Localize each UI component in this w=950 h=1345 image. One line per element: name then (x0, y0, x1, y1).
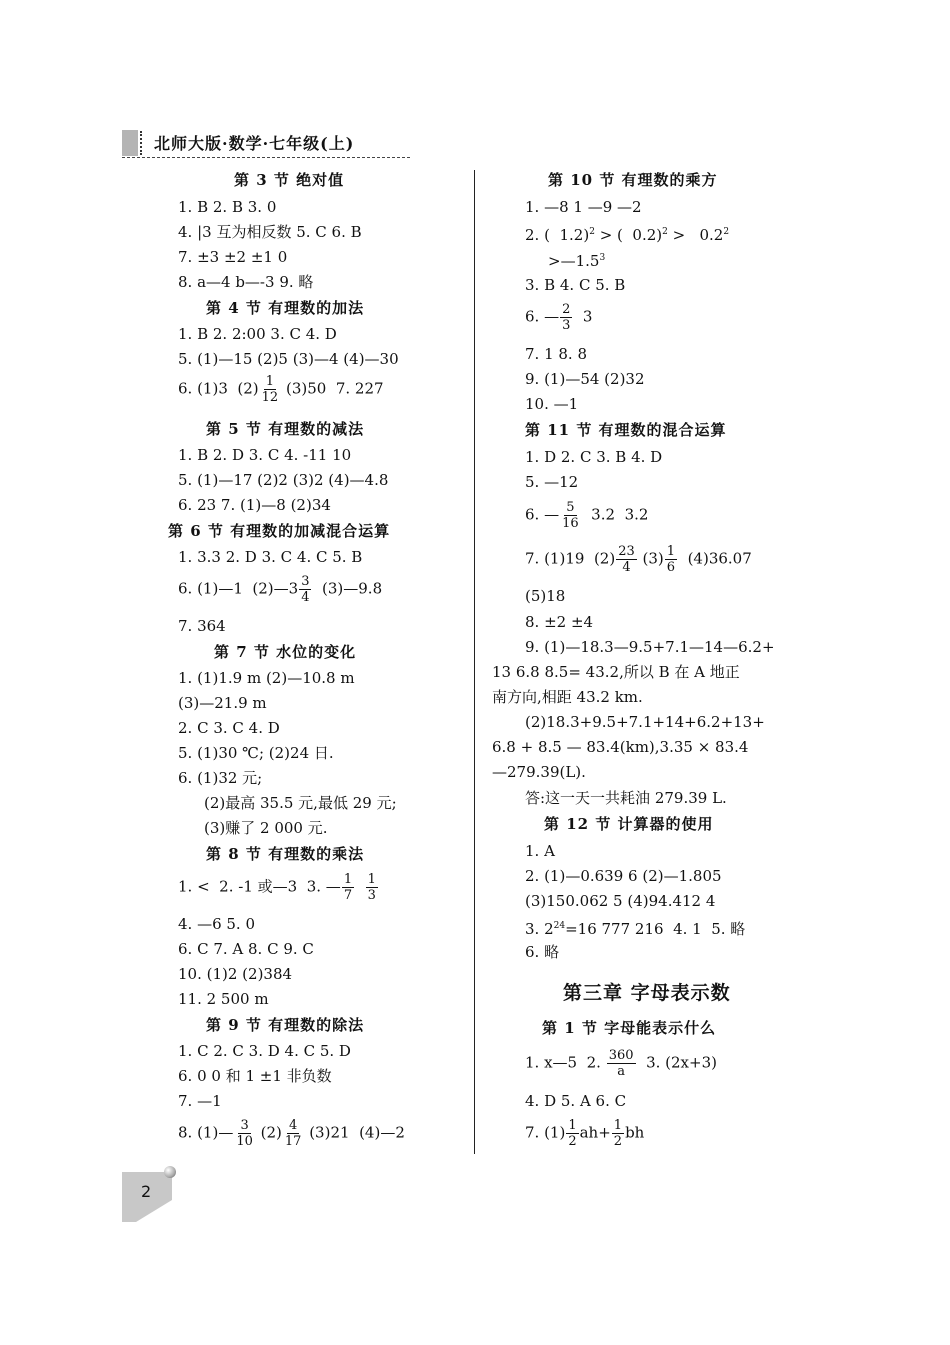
section-heading: 第 11 节 有理数的混合运算 (525, 421, 727, 439)
answer-line: 4. |3 互为相反数 5. C 6. B (178, 223, 362, 241)
section-heading: 第 8 节 有理数的乘法 (206, 845, 365, 863)
answer-line: (3)赚了 2 000 元. (204, 819, 328, 837)
answer-line: 4. D 5. A 6. C (525, 1092, 627, 1110)
answer-line: (5)18 (525, 587, 566, 605)
answer-line: 6. (1)32 元; (178, 769, 263, 787)
answer-line: —279.39(L). (492, 763, 586, 781)
answer-line: 5. (1)30 ℃; (2)24 日. (178, 744, 334, 762)
answer-line: 4. —6 5. 0 (178, 915, 256, 933)
answer-line: 1. B 2. D 3. C 4. -11 10 (178, 446, 352, 464)
answer-line: 13 6.8 8.5= 43.2,所以 B 在 A 地正 (492, 663, 740, 681)
running-header (122, 128, 410, 158)
fraction: $\frac{1}{2}$ (613, 1118, 623, 1149)
header-title: 北师大版·数学·七年级(上) (154, 134, 355, 153)
answer-line: (2)最高 35.5 元,最低 29 元; (204, 794, 397, 812)
answer-line: 7. —1 (178, 1092, 222, 1110)
answer-line: 6. 23 7. (1)—8 (2)34 (178, 496, 331, 514)
answer-line: 答:这一天一共耗油 279.39 L. (525, 789, 727, 807)
answer-line: 1. (1)1.9 m (2)—10.8 m (178, 669, 355, 687)
fraction: $\frac{23}{4}$ (618, 544, 635, 575)
column-divider (474, 170, 475, 1154)
section-heading: 第 1 节 字母能表示什么 (542, 1019, 717, 1037)
answer-line: 6. 略 (525, 943, 560, 961)
answer-line: 1. x—5 2. $\frac{360}{a}$ 3. (2x+3) (525, 1048, 717, 1079)
answer-line: 5. —12 (525, 473, 579, 491)
answer-line: 1. —8 1 —9 —2 (525, 198, 642, 216)
answer-line: 10. (1)2 (2)384 (178, 965, 293, 983)
answer-line: 5. (1)—17 (2)2 (3)2 (4)—4.8 (178, 471, 389, 489)
answer-line: 9. (1)—54 (2)32 (525, 370, 645, 388)
answer-line: (3)—21.9 m (178, 694, 267, 712)
answer-line: 7. (1) $\frac{1}{2}$ ah+ $\frac{1}{2}$ bh (525, 1118, 645, 1149)
answer-line: 1. A (525, 842, 555, 860)
answer-line: 1. C 2. C 3. D 4. C 5. D (178, 1042, 351, 1060)
page-corner-ball-icon (164, 1166, 176, 1178)
answer-line: 南方向,相距 43.2 km. (492, 688, 643, 706)
answer-line: 6. (1)3 (2) $\frac{1}{12}$ (3)50 7. 227 (178, 374, 384, 405)
answer-line: 3. B 4. C 5. B (525, 276, 626, 294)
fraction: $\frac{1}{7}$ (343, 872, 353, 903)
answer-line: 7. ±3 ±2 ±1 0 (178, 248, 288, 266)
answer-line: 6. (1)—1 (2)—3 $\frac{3}{4}$ (3)—9.8 (178, 574, 383, 605)
page-curl-decoration (136, 1200, 172, 1222)
answer-line: (2)18.3+9.5+7.1+14+6.2+13+ (525, 713, 765, 731)
answer-line: 8. a—4 b—-3 9. 略 (178, 273, 314, 291)
fraction: $\frac{3}{4}$ (301, 574, 310, 605)
fraction: $\frac{1}{12}$ (261, 374, 279, 405)
answer-line: 2. ( 1.2)$^2$ > ( $0.2)^2 > 0.2^2$ (525, 226, 730, 244)
answer-line: 3. $2^{24}=16$ 777 216 4. 1 5. 略 (525, 920, 746, 938)
answer-line: 6. C 7. A 8. C 9. C (178, 940, 314, 958)
section-heading: 第 9 节 有理数的除法 (206, 1016, 365, 1034)
fraction: $\frac{4}{17}$ (284, 1118, 302, 1149)
answer-line: 7. 1 8. 8 (525, 345, 588, 363)
answer-line: 1. B 2. 2:00 3. C 4. D (178, 325, 337, 343)
answer-line: 11. 2 500 m (178, 990, 269, 1008)
answer-line: 1. B 2. B 3. 0 (178, 198, 277, 216)
answer-line: 2. (1)—0.639 6 (2)—1.805 (525, 867, 722, 885)
answer-line: 6. — $\frac{5}{16}$ 3.2 3.2 (525, 500, 649, 531)
answer-line: 8. (1)— $\frac{3}{10}$ (2) $\frac{4}{17}$ (3)21 (4)—2 (178, 1118, 405, 1149)
fraction: $\frac{2}{3}$ (562, 302, 571, 333)
header-dashed-rule (122, 157, 410, 158)
page-number: 2 (141, 1182, 152, 1201)
answer-line: 1. D 2. C 3. B 4. D (525, 448, 663, 466)
section-heading: 第 6 节 有理数的加减混合运算 (168, 522, 391, 540)
section-heading: 第 4 节 有理数的加法 (206, 299, 365, 317)
answer-line: $>—1.5^3$ (548, 252, 606, 270)
answer-line: 1. < 2. -1 或—3 3. — $\frac{1}{7}$ $\frac{1}{3}$ (178, 872, 376, 903)
section-heading: 第 12 节 计算器的使用 (544, 815, 714, 833)
fraction: $\frac{1}{2}$ (568, 1118, 577, 1149)
fraction: $\frac{3}{10}$ (236, 1118, 253, 1149)
answer-line: 1. 3.3 2. D 3. C 4. C 5. B (178, 548, 363, 566)
fraction: $\frac{5}{16}$ (562, 500, 579, 531)
answer-line: 6.8 + 8.5 — 83.4(km),3.35 × 83.4 (492, 738, 749, 756)
answer-line: 7. 364 (178, 617, 226, 635)
answer-line: 2. C 3. C 4. D (178, 719, 280, 737)
answer-line: 7. (1)19 (2) $\frac{23}{4}$ (3) $\frac{1}{6}$ (4)36.07 (525, 544, 752, 575)
answer-line: (3)150.062 5 (4)94.412 4 (525, 892, 716, 910)
section-heading: 第 5 节 有理数的减法 (206, 420, 365, 438)
answer-line: 5. (1)—15 (2)5 (3)—4 (4)—30 (178, 350, 399, 368)
chapter-title: 第三章 字母表示数 (563, 982, 731, 1004)
fraction: $\frac{360}{a}$ (608, 1048, 634, 1079)
section-heading: 第 7 节 水位的变化 (214, 643, 357, 661)
fraction: $\frac{1}{3}$ (367, 872, 376, 903)
header-gray-bar (122, 130, 138, 156)
fraction: $\frac{1}{6}$ (666, 544, 676, 575)
answer-line: 8. ±2 ±4 (525, 613, 594, 631)
answer-line: 10. —1 (525, 395, 579, 413)
header-dotted-mark (140, 131, 148, 155)
answer-line: 6. 0 0 和 1 ±1 非负数 (178, 1067, 332, 1085)
answer-line: 6. — $\frac{2}{3}$ 3 (525, 302, 593, 333)
section-heading: 第 3 节 绝对值 (234, 171, 345, 189)
answer-line: 9. (1)—18.3—9.5+7.1—14—6.2+ (525, 638, 775, 656)
section-heading: 第 10 节 有理数的乘方 (548, 171, 718, 189)
